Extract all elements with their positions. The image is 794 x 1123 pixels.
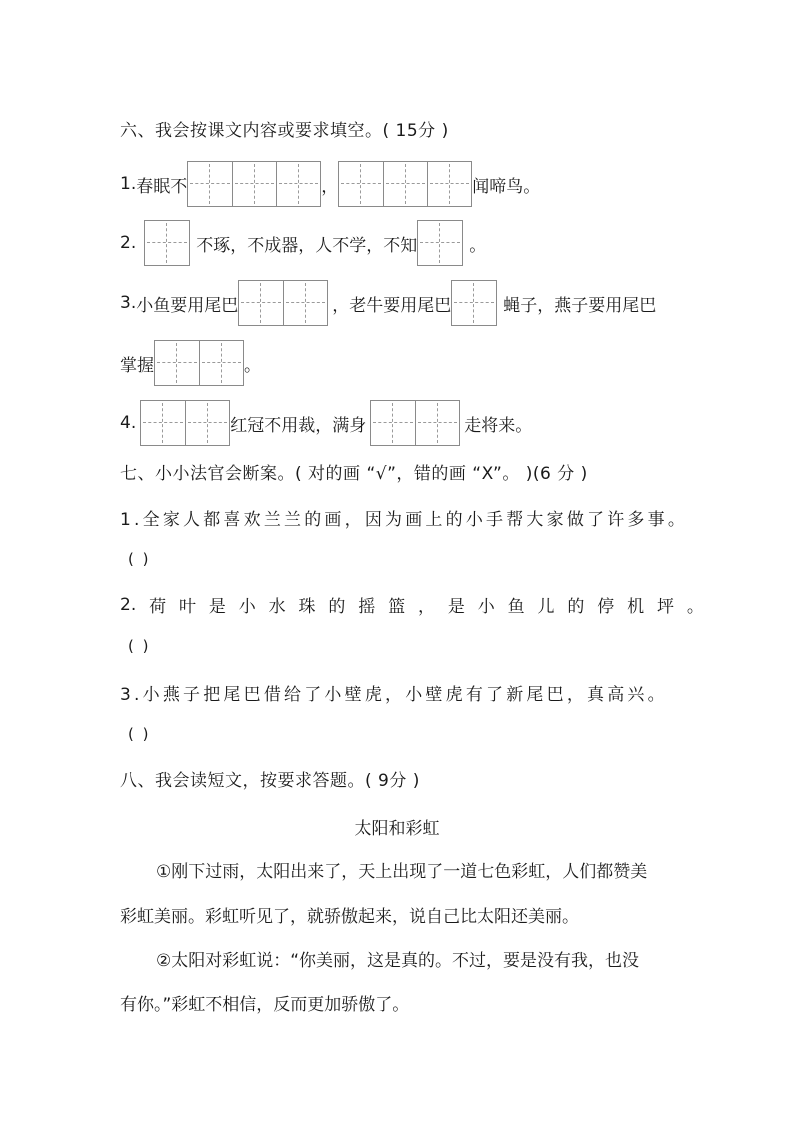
statement-char: 机 — [627, 597, 645, 617]
question-number: 3. — [120, 293, 137, 313]
passage-title: 太阳和彩虹 — [354, 819, 440, 839]
statement-char: 篮 — [388, 597, 406, 617]
question-text: 蝇子，燕子要用尾巴 — [503, 295, 657, 316]
statement-char: 是 — [208, 597, 226, 617]
statement-char: ， — [417, 597, 435, 617]
answer-grid[interactable] — [338, 161, 472, 207]
question-6-3 — [120, 280, 656, 326]
question-number: 4. — [120, 413, 137, 433]
statement-char: 水 — [268, 597, 286, 617]
question-text: 走将来。 — [464, 415, 533, 436]
question-6-1 — [120, 161, 540, 207]
passage-paragraph-1-line-2: 彩虹美丽。彩虹听见了，就骄傲起来，说自己比太阳还美丽。 — [120, 907, 579, 927]
statement-char: 2. — [120, 594, 137, 615]
answer-grid[interactable] — [370, 400, 460, 446]
question-6-2 — [120, 220, 486, 266]
answer-grid[interactable] — [144, 220, 190, 266]
passage-paragraph-2-line-2: 有你。”彩虹不相信，反而更加骄傲了。 — [120, 995, 410, 1015]
judge-statement-1: 1.全家人都喜欢兰兰的画，因为画上的小手帮大家做了许多事。 — [120, 510, 689, 530]
question-text: 不琢，不成器，人不学，不知 — [196, 235, 418, 256]
answer-parentheses[interactable]: ( ) — [128, 550, 151, 568]
statement-char: 。 — [686, 597, 704, 617]
statement-char: 叶 — [178, 597, 196, 617]
question-6-4 — [120, 400, 532, 446]
question-text: 春眠不 — [136, 176, 188, 197]
statement-char: 小 — [477, 597, 495, 617]
answer-grid[interactable] — [140, 400, 230, 446]
statement-char: 摇 — [358, 597, 376, 617]
statement-char: 荷 — [149, 597, 167, 617]
question-text: 。 — [244, 355, 261, 376]
statement-char: 的 — [328, 597, 346, 617]
passage-paragraph-2-line-1: ②太阳对彩虹说：“你美丽，这是真的。不过，要是没有我，也没 — [156, 951, 640, 971]
question-text: 小鱼要用尾巴 — [136, 295, 239, 316]
question-number: 2. — [120, 233, 137, 253]
statement-char: 坪 — [656, 597, 674, 617]
answer-grid[interactable] — [417, 220, 463, 266]
section-6-heading: 六、我会按课文内容或要求填空。( 15分 ) — [120, 121, 449, 141]
question-text: 。 — [469, 235, 487, 256]
statement-char: 是 — [447, 597, 465, 617]
answer-parentheses[interactable]: ( ) — [128, 725, 151, 743]
question-text: ，老牛要用尾巴 — [332, 295, 452, 316]
question-text: 掌握 — [120, 355, 154, 376]
section-8-heading: 八、我会读短文，按要求答题。( 9分 ) — [120, 771, 420, 791]
answer-grid[interactable] — [238, 280, 328, 326]
answer-grid[interactable] — [154, 340, 244, 386]
answer-grid[interactable] — [187, 161, 321, 207]
statement-char: 的 — [567, 597, 585, 617]
question-6-3-cont — [120, 340, 261, 386]
section-7-heading: 七、小小法官会断案。( 对的画 “√”，错的画 “X”。 )(6 分 ) — [120, 464, 588, 484]
answer-grid[interactable] — [451, 280, 497, 326]
statement-char: 珠 — [298, 597, 316, 617]
question-text: 闻啼鸟。 — [472, 176, 541, 197]
passage-paragraph-1-line-1: ①刚下过雨，太阳出来了，天上出现了一道七色彩虹，人们都赞美 — [156, 862, 648, 882]
question-text: ， — [321, 176, 339, 197]
statement-char: 儿 — [537, 597, 555, 617]
statement-char: 小 — [238, 597, 256, 617]
judge-statement-3: 3.小燕子把尾巴借给了小壁虎，小壁虎有了新尾巴，真高兴。 — [120, 685, 668, 705]
answer-parentheses[interactable]: ( ) — [128, 637, 151, 655]
statement-char: 停 — [597, 597, 615, 617]
statement-char: 鱼 — [507, 597, 525, 617]
judge-statement-2 — [120, 592, 704, 617]
question-number: 1. — [120, 174, 137, 194]
question-text: 红冠不用裁，满身 — [230, 415, 367, 436]
